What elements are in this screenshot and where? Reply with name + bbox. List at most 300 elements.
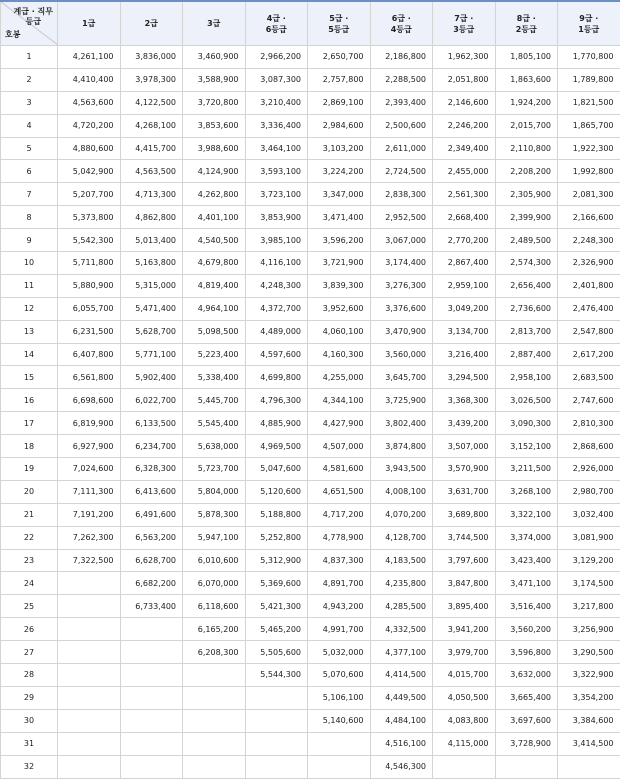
table-row (1, 412, 620, 435)
salary-cell: 5,638,000 (183, 435, 246, 458)
salary-cell: 3,134,700 (433, 320, 496, 343)
salary-cell: 4,516,100 (370, 732, 433, 755)
salary-cell: 3,979,700 (433, 641, 496, 664)
salary-cell (433, 755, 496, 778)
step-cell: 11 (1, 274, 58, 297)
salary-cell: 5,878,300 (183, 503, 246, 526)
salary-cell: 6,698,600 (58, 389, 121, 412)
salary-cell: 4,819,400 (183, 274, 246, 297)
salary-cell: 6,022,700 (120, 389, 183, 412)
grade-header-4: 4급 · 6등급 (245, 1, 308, 46)
salary-cell: 2,401,800 (558, 274, 620, 297)
salary-cell: 4,778,900 (308, 526, 371, 549)
salary-cell: 4,372,700 (245, 297, 308, 320)
salary-cell: 4,160,300 (308, 343, 371, 366)
salary-cell: 5,223,400 (183, 343, 246, 366)
salary-cell: 2,959,100 (433, 274, 496, 297)
salary-cell: 3,471,100 (495, 572, 558, 595)
salary-cell: 3,090,300 (495, 412, 558, 435)
table-row (1, 389, 620, 412)
salary-cell: 5,070,600 (308, 664, 371, 687)
table-row (1, 503, 620, 526)
salary-cell (308, 732, 371, 755)
salary-cell (58, 755, 121, 778)
salary-cell: 6,208,300 (183, 641, 246, 664)
step-cell: 8 (1, 206, 58, 229)
salary-cell: 2,208,200 (495, 160, 558, 183)
salary-cell: 4,484,100 (370, 709, 433, 732)
salary-cell: 4,449,500 (370, 686, 433, 709)
salary-cell: 3,049,200 (433, 297, 496, 320)
salary-cell: 4,268,100 (120, 114, 183, 137)
salary-cell: 2,757,800 (308, 68, 371, 91)
salary-cell: 3,507,000 (433, 435, 496, 458)
salary-cell: 5,723,700 (183, 458, 246, 481)
salary-cell: 3,256,900 (558, 618, 620, 641)
step-cell: 7 (1, 183, 58, 206)
salary-cell: 4,261,100 (58, 46, 121, 69)
salary-cell: 5,312,900 (245, 549, 308, 572)
corner-header (1, 1, 58, 46)
salary-cell: 4,285,500 (370, 595, 433, 618)
salary-cell: 3,874,800 (370, 435, 433, 458)
salary-cell: 2,926,000 (558, 458, 620, 481)
salary-cell: 4,070,200 (370, 503, 433, 526)
table-row (1, 572, 620, 595)
salary-cell: 2,984,600 (308, 114, 371, 137)
salary-cell: 3,941,200 (433, 618, 496, 641)
salary-cell (308, 755, 371, 778)
step-cell: 31 (1, 732, 58, 755)
salary-cell: 6,819,900 (58, 412, 121, 435)
salary-cell: 2,668,400 (433, 206, 496, 229)
salary-cell: 1,962,300 (433, 46, 496, 69)
table-row (1, 435, 620, 458)
salary-cell: 5,188,800 (245, 503, 308, 526)
salary-cell: 3,129,200 (558, 549, 620, 572)
salary-cell: 3,152,100 (495, 435, 558, 458)
salary-cell: 3,839,300 (308, 274, 371, 297)
salary-cell: 3,723,100 (245, 183, 308, 206)
salary-cell: 7,322,500 (58, 549, 121, 572)
salary-cell: 2,051,800 (433, 68, 496, 91)
salary-cell: 5,013,400 (120, 229, 183, 252)
salary-cell: 4,083,800 (433, 709, 496, 732)
salary-cell: 3,210,400 (245, 91, 308, 114)
salary-cell: 3,978,300 (120, 68, 183, 91)
salary-cell: 3,470,900 (370, 320, 433, 343)
step-cell: 28 (1, 664, 58, 687)
salary-cell: 1,805,100 (495, 46, 558, 69)
salary-cell: 5,471,400 (120, 297, 183, 320)
step-cell: 6 (1, 160, 58, 183)
salary-cell: 2,838,300 (370, 183, 433, 206)
salary-cell: 3,174,400 (370, 252, 433, 275)
salary-cell: 3,836,000 (120, 46, 183, 69)
step-cell: 10 (1, 252, 58, 275)
salary-cell: 3,570,900 (433, 458, 496, 481)
salary-cell (120, 664, 183, 687)
salary-cell: 6,234,700 (120, 435, 183, 458)
table-row (1, 549, 620, 572)
table-row (1, 297, 620, 320)
table-row (1, 618, 620, 641)
salary-cell (120, 686, 183, 709)
salary-cell (183, 732, 246, 755)
salary-cell: 1,770,800 (558, 46, 620, 69)
salary-cell: 2,869,100 (308, 91, 371, 114)
salary-cell: 1,863,600 (495, 68, 558, 91)
salary-cell: 3,721,900 (308, 252, 371, 275)
salary-cell: 4,427,900 (308, 412, 371, 435)
salary-cell: 3,211,500 (495, 458, 558, 481)
salary-cell: 3,384,600 (558, 709, 620, 732)
salary-cell: 5,047,600 (245, 458, 308, 481)
salary-cell: 2,500,600 (370, 114, 433, 137)
salary-cell: 4,563,600 (58, 91, 121, 114)
salary-cell: 4,546,300 (370, 755, 433, 778)
grade-header-5: 5급 · 5등급 (308, 1, 371, 46)
salary-cell: 2,248,300 (558, 229, 620, 252)
salary-cell: 4,050,500 (433, 686, 496, 709)
salary-cell: 5,369,600 (245, 572, 308, 595)
salary-cell: 3,593,100 (245, 160, 308, 183)
salary-cell: 3,797,600 (433, 549, 496, 572)
salary-cell: 5,505,600 (245, 641, 308, 664)
salary-cell: 6,491,600 (120, 503, 183, 526)
step-cell: 4 (1, 114, 58, 137)
table-row (1, 68, 620, 91)
salary-cell: 7,191,200 (58, 503, 121, 526)
salary-cell: 3,464,100 (245, 137, 308, 160)
salary-cell: 5,545,400 (183, 412, 246, 435)
salary-cell: 4,415,700 (120, 137, 183, 160)
salary-cell: 3,596,200 (308, 229, 371, 252)
step-cell: 24 (1, 572, 58, 595)
table-row (1, 755, 620, 778)
salary-cell: 3,596,800 (495, 641, 558, 664)
salary-cell (183, 755, 246, 778)
salary-cell: 2,186,800 (370, 46, 433, 69)
salary-cell: 4,414,500 (370, 664, 433, 687)
table-row (1, 709, 620, 732)
salary-cell: 5,711,800 (58, 252, 121, 275)
salary-cell: 4,008,100 (370, 480, 433, 503)
salary-cell: 6,927,900 (58, 435, 121, 458)
corner-step-label: 호봉 (5, 29, 20, 40)
salary-cell: 2,650,700 (308, 46, 371, 69)
salary-cell: 1,992,800 (558, 160, 620, 183)
salary-cell: 6,733,400 (120, 595, 183, 618)
salary-cell: 4,115,000 (433, 732, 496, 755)
salary-cell: 2,489,500 (495, 229, 558, 252)
salary-cell: 3,414,500 (558, 732, 620, 755)
table-row (1, 526, 620, 549)
salary-cell: 5,315,000 (120, 274, 183, 297)
table-row (1, 664, 620, 687)
salary-cell: 2,288,500 (370, 68, 433, 91)
salary-cell: 1,789,800 (558, 68, 620, 91)
salary-cell (120, 755, 183, 778)
salary-cell: 4,540,500 (183, 229, 246, 252)
salary-cell: 3,276,300 (370, 274, 433, 297)
salary-cell: 3,853,600 (183, 114, 246, 137)
salary-cell: 2,736,600 (495, 297, 558, 320)
table-row (1, 91, 620, 114)
table-row (1, 343, 620, 366)
salary-cell (120, 618, 183, 641)
step-cell: 9 (1, 229, 58, 252)
salary-cell: 5,421,300 (245, 595, 308, 618)
salary-cell: 5,771,100 (120, 343, 183, 366)
salary-cell: 3,224,200 (308, 160, 371, 183)
step-cell: 12 (1, 297, 58, 320)
salary-cell: 4,507,000 (308, 435, 371, 458)
salary-cell (120, 641, 183, 664)
salary-cell: 1,865,700 (558, 114, 620, 137)
salary-cell: 4,837,300 (308, 549, 371, 572)
salary-cell: 3,322,900 (558, 664, 620, 687)
salary-cell (58, 664, 121, 687)
salary-cell: 3,294,500 (433, 366, 496, 389)
salary-cell: 2,813,700 (495, 320, 558, 343)
salary-cell: 5,880,900 (58, 274, 121, 297)
salary-cell (58, 709, 121, 732)
table-row (1, 641, 620, 664)
table-row (1, 137, 620, 160)
salary-cell: 4,991,700 (308, 618, 371, 641)
salary-cell (245, 686, 308, 709)
table-row (1, 458, 620, 481)
salary-cell: 4,128,700 (370, 526, 433, 549)
step-cell: 20 (1, 480, 58, 503)
table-row (1, 160, 620, 183)
salary-cell (58, 572, 121, 595)
salary-cell: 2,166,600 (558, 206, 620, 229)
salary-cell: 4,581,600 (308, 458, 371, 481)
salary-cell: 2,656,400 (495, 274, 558, 297)
step-cell: 2 (1, 68, 58, 91)
grade-header-6: 6급 · 4등급 (370, 1, 433, 46)
salary-cell: 4,796,300 (245, 389, 308, 412)
salary-cell: 3,268,100 (495, 480, 558, 503)
table-row (1, 46, 620, 69)
salary-cell (558, 755, 620, 778)
salary-cell: 5,804,000 (183, 480, 246, 503)
salary-cell: 4,717,200 (308, 503, 371, 526)
salary-cell: 6,563,200 (120, 526, 183, 549)
salary-cell: 4,262,800 (183, 183, 246, 206)
salary-cell: 4,679,800 (183, 252, 246, 275)
salary-cell: 3,347,000 (308, 183, 371, 206)
salary-cell: 1,922,300 (558, 137, 620, 160)
salary-cell (58, 641, 121, 664)
table-row (1, 229, 620, 252)
salary-cell: 6,070,000 (183, 572, 246, 595)
salary-cell (58, 618, 121, 641)
salary-cell: 3,067,000 (370, 229, 433, 252)
grade-header-1: 1급 (58, 1, 121, 46)
salary-cell: 5,373,800 (58, 206, 121, 229)
step-cell: 14 (1, 343, 58, 366)
salary-cell: 6,118,600 (183, 595, 246, 618)
salary-cell: 3,471,400 (308, 206, 371, 229)
salary-cell: 4,964,100 (183, 297, 246, 320)
step-cell: 5 (1, 137, 58, 160)
salary-cell: 2,966,200 (245, 46, 308, 69)
step-cell: 25 (1, 595, 58, 618)
salary-cell: 2,146,600 (433, 91, 496, 114)
salary-cell: 3,374,000 (495, 526, 558, 549)
salary-cell: 4,720,200 (58, 114, 121, 137)
salary-cell: 5,628,700 (120, 320, 183, 343)
table-row (1, 480, 620, 503)
salary-cell: 4,713,300 (120, 183, 183, 206)
salary-cell: 4,891,700 (308, 572, 371, 595)
grade-header-7: 7급 · 3등급 (433, 1, 496, 46)
step-cell: 15 (1, 366, 58, 389)
salary-cell: 3,697,600 (495, 709, 558, 732)
salary-cell: 3,988,600 (183, 137, 246, 160)
table-row (1, 206, 620, 229)
salary-cell: 3,632,000 (495, 664, 558, 687)
salary-cell (495, 755, 558, 778)
salary-cell (183, 664, 246, 687)
salary-cell: 6,231,500 (58, 320, 121, 343)
salary-cell: 6,010,600 (183, 549, 246, 572)
salary-cell: 7,111,300 (58, 480, 121, 503)
salary-cell (245, 709, 308, 732)
salary-cell: 5,445,700 (183, 389, 246, 412)
salary-cell: 4,183,500 (370, 549, 433, 572)
salary-cell: 3,728,900 (495, 732, 558, 755)
salary-cell: 2,015,700 (495, 114, 558, 137)
salary-cell: 2,393,400 (370, 91, 433, 114)
salary-cell: 4,377,100 (370, 641, 433, 664)
salary-cell: 2,611,000 (370, 137, 433, 160)
salary-cell: 3,026,500 (495, 389, 558, 412)
salary-cell: 3,802,400 (370, 412, 433, 435)
salary-cell: 3,174,500 (558, 572, 620, 595)
salary-cell: 2,246,200 (433, 114, 496, 137)
header-row (1, 1, 620, 46)
salary-cell: 4,885,900 (245, 412, 308, 435)
salary-cell: 6,165,200 (183, 618, 246, 641)
salary-cell: 2,747,600 (558, 389, 620, 412)
step-cell: 1 (1, 46, 58, 69)
grade-header-9: 9급 · 1등급 (558, 1, 620, 46)
corner-level-label: 등급 (13, 17, 53, 27)
salary-cell: 5,902,400 (120, 366, 183, 389)
salary-cell: 4,969,500 (245, 435, 308, 458)
salary-cell: 4,060,100 (308, 320, 371, 343)
salary-cell: 4,862,800 (120, 206, 183, 229)
salary-cell: 3,560,200 (495, 618, 558, 641)
salary-cell: 3,560,000 (370, 343, 433, 366)
salary-cell: 4,124,900 (183, 160, 246, 183)
salary-cell: 5,163,800 (120, 252, 183, 275)
step-cell: 22 (1, 526, 58, 549)
salary-cell: 2,810,300 (558, 412, 620, 435)
step-cell: 23 (1, 549, 58, 572)
table-row (1, 320, 620, 343)
salary-cell: 2,867,400 (433, 252, 496, 275)
table-row (1, 366, 620, 389)
salary-cell: 4,122,500 (120, 91, 183, 114)
salary-cell: 1,924,200 (495, 91, 558, 114)
salary-cell: 3,376,600 (370, 297, 433, 320)
salary-cell: 4,699,800 (245, 366, 308, 389)
salary-cell: 3,516,400 (495, 595, 558, 618)
salary-cell: 2,081,300 (558, 183, 620, 206)
salary-cell: 3,423,400 (495, 549, 558, 572)
step-cell: 3 (1, 91, 58, 114)
salary-cell (245, 732, 308, 755)
table-row (1, 252, 620, 275)
salary-cell: 2,952,500 (370, 206, 433, 229)
salary-cell: 3,087,300 (245, 68, 308, 91)
salary-cell: 3,103,200 (308, 137, 371, 160)
salary-cell: 3,895,400 (433, 595, 496, 618)
salary-cell: 6,407,800 (58, 343, 121, 366)
salary-cell: 5,032,000 (308, 641, 371, 664)
salary-cell: 5,207,700 (58, 183, 121, 206)
step-cell: 13 (1, 320, 58, 343)
salary-cell: 4,235,800 (370, 572, 433, 595)
step-cell: 16 (1, 389, 58, 412)
salary-cell: 3,631,700 (433, 480, 496, 503)
salary-cell: 2,455,000 (433, 160, 496, 183)
step-cell: 29 (1, 686, 58, 709)
salary-cell: 3,439,200 (433, 412, 496, 435)
salary-cell: 2,305,900 (495, 183, 558, 206)
salary-cell: 2,326,900 (558, 252, 620, 275)
salary-cell: 5,042,900 (58, 160, 121, 183)
salary-cell (120, 709, 183, 732)
step-cell: 30 (1, 709, 58, 732)
table-body (1, 46, 620, 779)
salary-cell: 2,980,700 (558, 480, 620, 503)
table-row (1, 274, 620, 297)
salary-cell: 2,868,600 (558, 435, 620, 458)
salary-cell: 3,943,500 (370, 458, 433, 481)
salary-cell: 5,252,800 (245, 526, 308, 549)
salary-cell: 3,460,900 (183, 46, 246, 69)
salary-cell: 3,322,100 (495, 503, 558, 526)
step-cell: 27 (1, 641, 58, 664)
salary-cell: 2,958,100 (495, 366, 558, 389)
salary-cell: 5,947,100 (183, 526, 246, 549)
salary-cell (58, 595, 121, 618)
salary-cell: 5,544,300 (245, 664, 308, 687)
salary-cell: 2,476,400 (558, 297, 620, 320)
salary-cell: 3,720,800 (183, 91, 246, 114)
salary-cell: 2,887,400 (495, 343, 558, 366)
salary-cell: 4,410,400 (58, 68, 121, 91)
salary-cell: 3,336,400 (245, 114, 308, 137)
salary-cell: 2,617,200 (558, 343, 620, 366)
salary-cell: 5,465,200 (245, 618, 308, 641)
salary-cell: 4,401,100 (183, 206, 246, 229)
salary-cell: 3,853,900 (245, 206, 308, 229)
salary-cell: 2,770,200 (433, 229, 496, 252)
salary-cell: 4,015,700 (433, 664, 496, 687)
salary-cell: 4,248,300 (245, 274, 308, 297)
salary-cell: 3,368,300 (433, 389, 496, 412)
salary-cell: 2,399,900 (495, 206, 558, 229)
salary-cell: 6,328,300 (120, 458, 183, 481)
salary-cell: 5,542,300 (58, 229, 121, 252)
